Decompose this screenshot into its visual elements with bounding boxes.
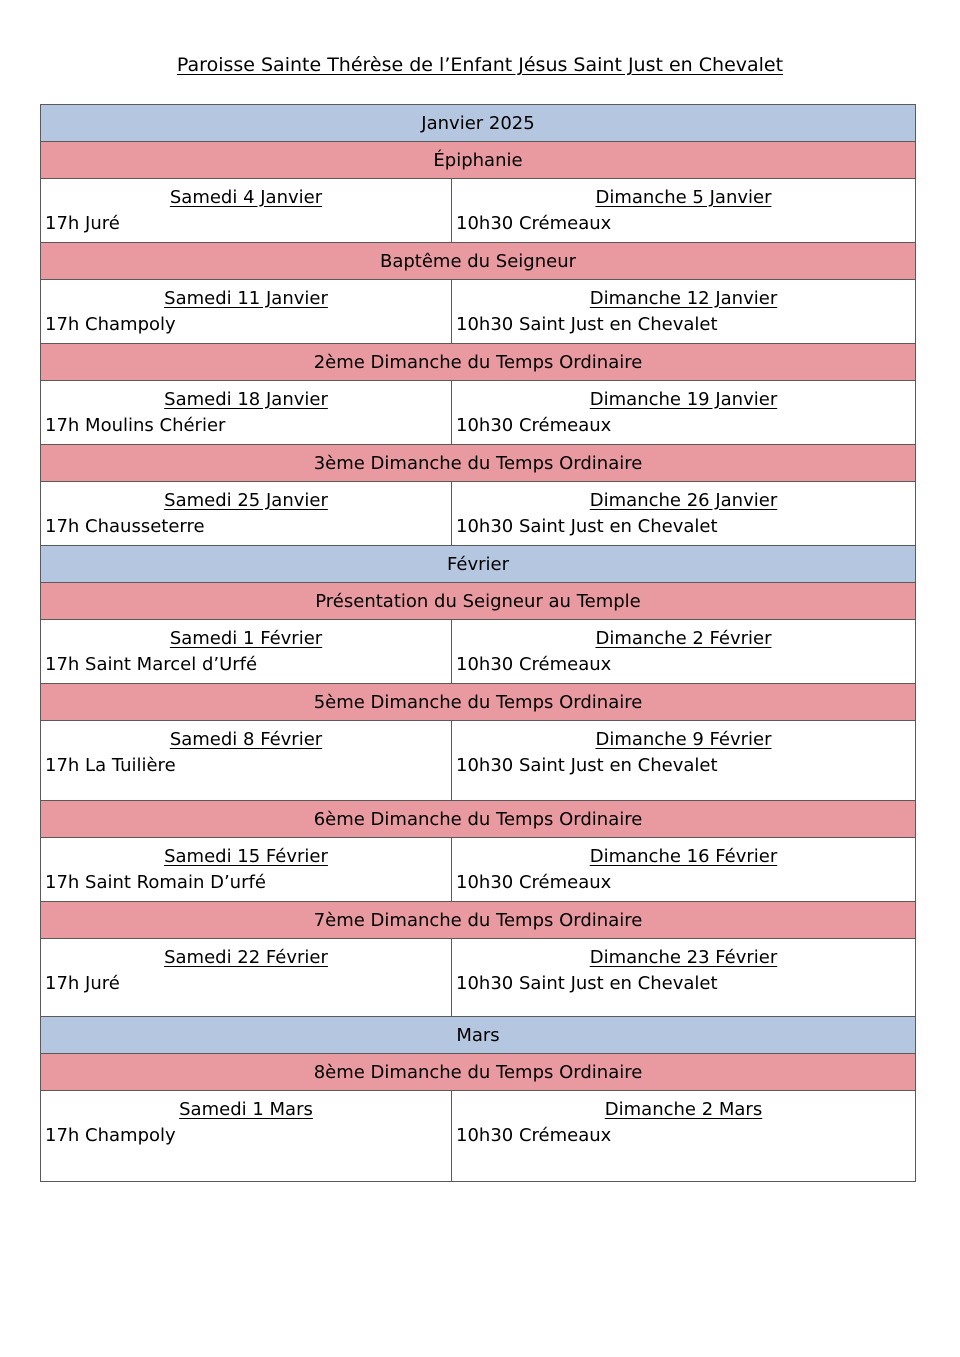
feast-header: 2ème Dimanche du Temps Ordinaire (41, 344, 916, 381)
day-heading: Samedi 11 Janvier (164, 288, 328, 309)
saturday-cell (41, 280, 452, 344)
day-heading: Samedi 4 Janvier (169, 187, 323, 208)
day-heading: Dimanche 19 Janvier (589, 389, 778, 410)
month-row (41, 1017, 916, 1054)
feast-header: 7ème Dimanche du Temps Ordinaire (41, 902, 916, 939)
day-heading: Samedi 8 Février (169, 729, 323, 750)
feast-header: Épiphanie (41, 142, 916, 179)
saturday-cell (41, 1091, 452, 1182)
saturday-cell (41, 620, 452, 684)
saturday-cell (41, 381, 452, 445)
day-row (41, 482, 916, 546)
mass-time-location: 10h30 Saint Just en Chevalet (456, 973, 718, 994)
day-row (41, 838, 916, 902)
day-heading: Samedi 1 Février (169, 628, 323, 649)
day-heading: Dimanche 12 Janvier (589, 288, 778, 309)
mass-time-location: 10h30 Crémeaux (456, 415, 612, 436)
mass-time-location: 10h30 Saint Just en Chevalet (456, 516, 718, 537)
day-heading: Samedi 25 Janvier (164, 490, 328, 511)
month-row (41, 546, 916, 583)
day-heading: Dimanche 16 Février (589, 846, 778, 867)
day-row (41, 620, 916, 684)
day-heading: Dimanche 9 Février (595, 729, 772, 750)
feast-header: 8ème Dimanche du Temps Ordinaire (41, 1054, 916, 1091)
sunday-cell (452, 939, 916, 1017)
saturday-cell (41, 939, 452, 1017)
saturday-cell (41, 179, 452, 243)
sunday-cell (452, 280, 916, 344)
mass-time-location: 17h Saint Romain D’urfé (45, 872, 266, 893)
mass-time-location: 17h La Tuilière (45, 755, 176, 776)
mass-time-location: 17h Champoly (45, 1125, 176, 1146)
feast-row (41, 583, 916, 620)
month-header: Mars (41, 1017, 916, 1054)
day-heading: Samedi 15 Février (164, 846, 328, 867)
feast-row (41, 684, 916, 721)
sunday-cell (452, 179, 916, 243)
mass-time-location: 17h Saint Marcel d’Urfé (45, 654, 258, 675)
day-heading: Dimanche 2 Mars (604, 1099, 763, 1120)
day-heading: Samedi 18 Janvier (164, 389, 328, 410)
mass-time-location: 17h Moulins Chérier (45, 415, 226, 436)
month-row (41, 105, 916, 142)
feast-header: Baptême du Seigneur (41, 243, 916, 280)
mass-time-location: 17h Juré (45, 213, 120, 234)
sunday-cell (452, 482, 916, 546)
day-row (41, 381, 916, 445)
mass-time-location: 10h30 Crémeaux (456, 213, 612, 234)
feast-header: 5ème Dimanche du Temps Ordinaire (41, 684, 916, 721)
day-heading: Dimanche 2 Février (595, 628, 772, 649)
mass-time-location: 10h30 Saint Just en Chevalet (456, 314, 718, 335)
sunday-cell (452, 721, 916, 801)
feast-row (41, 142, 916, 179)
mass-schedule-table (40, 104, 916, 1182)
mass-time-location: 10h30 Crémeaux (456, 654, 612, 675)
mass-time-location: 10h30 Crémeaux (456, 872, 612, 893)
feast-row (41, 902, 916, 939)
mass-time-location: 10h30 Saint Just en Chevalet (456, 755, 718, 776)
sunday-cell (452, 838, 916, 902)
mass-time-location: 17h Chausseterre (45, 516, 205, 537)
day-heading: Dimanche 23 Février (589, 947, 778, 968)
day-heading: Dimanche 26 Janvier (589, 490, 778, 511)
page-title: Paroisse Sainte Thérèse de l’Enfant Jésus Saint Just en Chevalet (176, 54, 784, 76)
feast-row (41, 344, 916, 381)
feast-row (41, 445, 916, 482)
month-header: Janvier 2025 (41, 105, 916, 142)
day-row (41, 179, 916, 243)
sunday-cell (452, 620, 916, 684)
feast-header: 6ème Dimanche du Temps Ordinaire (41, 801, 916, 838)
feast-row (41, 801, 916, 838)
month-header: Février (41, 546, 916, 583)
feast-row (41, 243, 916, 280)
saturday-cell (41, 482, 452, 546)
feast-header: 3ème Dimanche du Temps Ordinaire (41, 445, 916, 482)
saturday-cell (41, 721, 452, 801)
feast-header: Présentation du Seigneur au Temple (41, 583, 916, 620)
mass-time-location: 17h Champoly (45, 314, 176, 335)
saturday-cell (41, 838, 452, 902)
day-row (41, 721, 916, 801)
sunday-cell (452, 1091, 916, 1182)
day-row (41, 939, 916, 1017)
day-row (41, 280, 916, 344)
day-row (41, 1091, 916, 1182)
day-heading: Dimanche 5 Janvier (595, 187, 772, 208)
mass-time-location: 17h Juré (45, 973, 120, 994)
mass-time-location: 10h30 Crémeaux (456, 1125, 612, 1146)
day-heading: Samedi 22 Février (164, 947, 328, 968)
day-heading: Samedi 1 Mars (179, 1099, 313, 1120)
feast-row (41, 1054, 916, 1091)
sunday-cell (452, 381, 916, 445)
